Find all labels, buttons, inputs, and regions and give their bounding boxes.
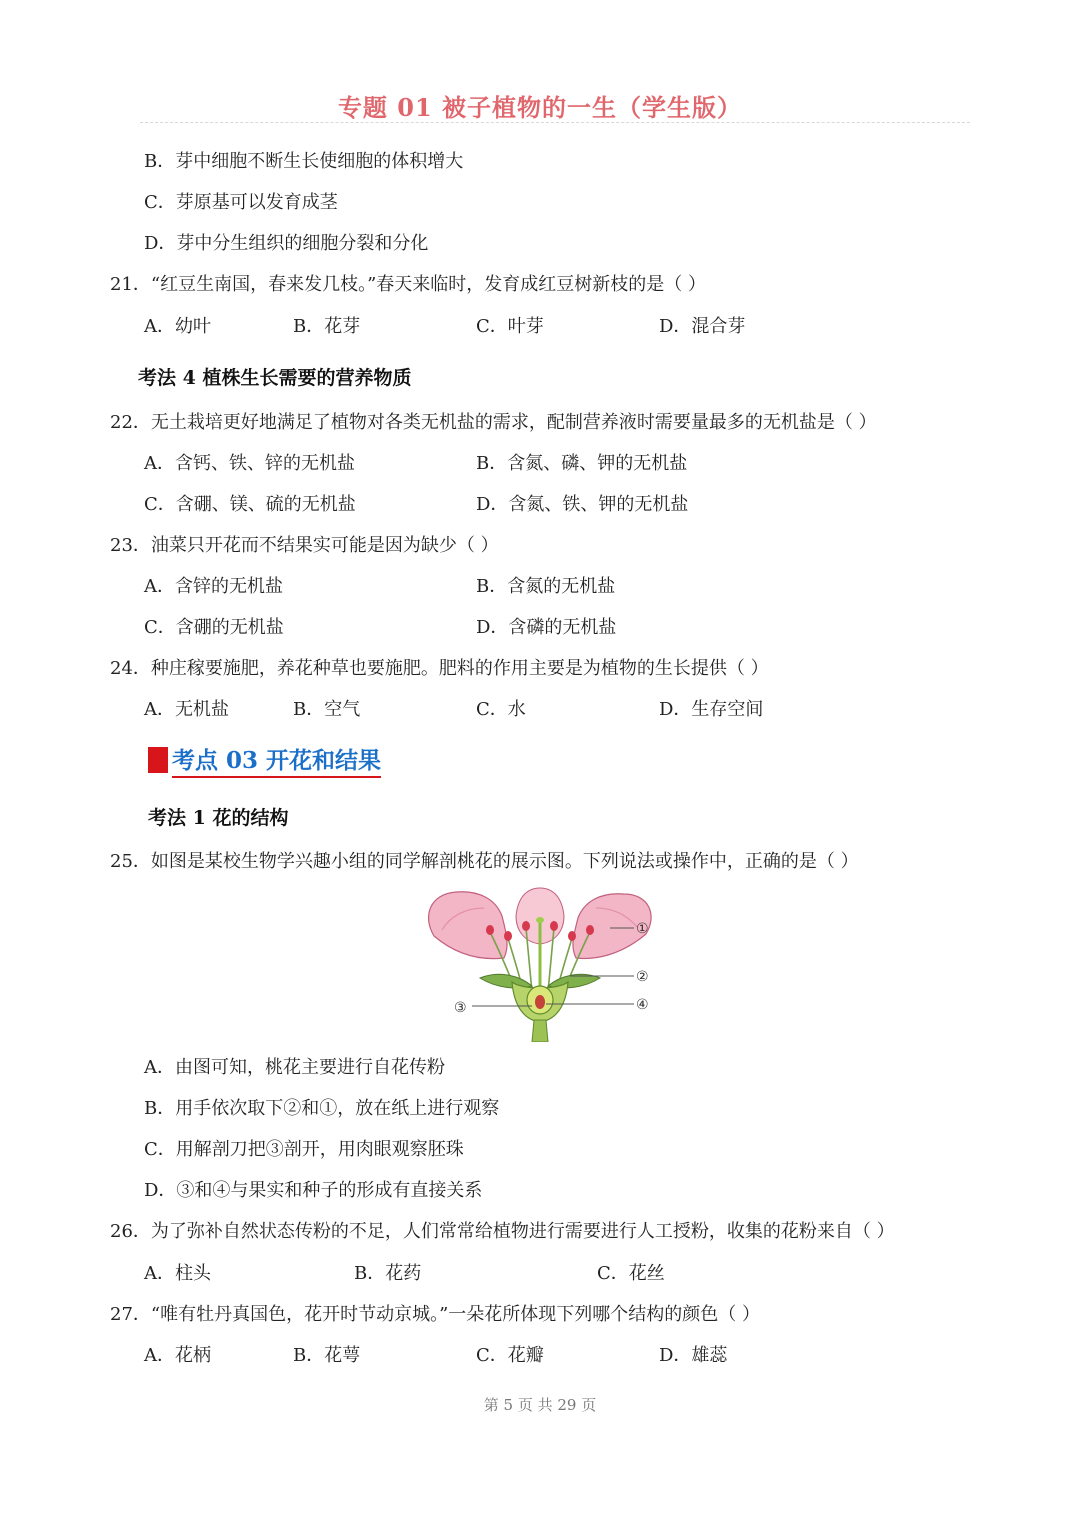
question-23-option-b: B．含氮的无机盐 [476,576,616,597]
question-25-option-a: A．由图可知，桃花主要进行自花传粉 [144,1057,445,1078]
figure-label-2: ② [636,969,649,985]
question-23-option-a: A．含锌的无机盐 [144,576,283,597]
question-20-option-d: D．芽中分生组织的细胞分裂和分化 [144,233,429,254]
question-22-option-d: D．含氮、铁、钾的无机盐 [476,494,689,515]
question-25-option-b: B．用手依次取下②和①，放在纸上进行观察 [144,1098,500,1119]
question-21-option-a: A．幼叶 [144,316,211,337]
question-21-option-b: B．花芽 [293,316,361,337]
question-27: 27．“唯有牡丹真国色，花开时节动京城。”一朵花所体现下列哪个结构的颜色（ ） [110,1304,761,1325]
question-22-option-c: C．含硼、镁、硫的无机盐 [144,494,356,515]
header-divider [140,122,970,123]
question-26-option-c: C．花丝 [597,1263,665,1284]
subheading-kaofa-1: 考法 1 花的结构 [148,807,289,829]
question-27-option-d: D．雄蕊 [659,1345,728,1366]
section-title: 考点 03 开花和结果 [172,742,381,778]
question-24-option-a: A．无机盐 [144,699,229,720]
question-27-option-b: B．花萼 [293,1345,361,1366]
question-24-option-d: D．生存空间 [659,699,764,720]
question-24-option-c: C．水 [476,699,526,720]
question-25-option-c: C．用解剖刀把③剖开，用肉眼观察胚珠 [144,1139,464,1160]
question-25-option-d: D．③和④与果实和种子的形成有直接关系 [144,1180,483,1201]
section-heading-kaodian-03 [148,744,381,776]
page-header-title: 专题 01 被子植物的一生（学生版） [337,93,743,122]
question-23-option-c: C．含硼的无机盐 [144,617,284,638]
question-22-option-b: B．含氮、磷、钾的无机盐 [476,453,688,474]
question-24: 24．种庄稼要施肥，养花种草也要施肥。肥料的作用主要是为植物的生长提供（ ） [110,658,769,679]
question-27-option-c: C．花瓣 [476,1345,544,1366]
question-21-option-d: D．混合芽 [659,316,746,337]
question-23-option-d: D．含磷的无机盐 [476,617,617,638]
section-marker [148,747,168,773]
question-26: 26．为了弥补自然状态传粉的不足，人们常常给植物进行需要进行人工授粉，收集的花粉来自（ ） [110,1221,895,1242]
figure-label-3: ③ [454,1000,467,1016]
peach-flower-diagram [420,886,660,1042]
question-26-option-b: B．花药 [354,1263,422,1284]
question-20-option-b: B．芽中细胞不断生长使细胞的体积增大 [144,151,464,172]
subheading-kaofa-4: 考法 4 植株生长需要的营养物质 [138,367,412,389]
question-26-option-a: A．柱头 [144,1263,211,1284]
question-23: 23．油菜只开花而不结果实可能是因为缺少（ ） [110,535,499,556]
figure-label-1: ① [636,921,649,937]
question-21: 21．“红豆生南国，春来发几枝。”春天来临时，发育成红豆树新枝的是（ ） [110,274,707,295]
page-footer: 第 5 页 共 29 页 [483,1396,597,1414]
figure-label-4: ④ [636,997,649,1013]
question-20-option-c: C．芽原基可以发育成茎 [144,192,338,213]
question-24-option-b: B．空气 [293,699,361,720]
question-22-option-a: A．含钙、铁、锌的无机盐 [144,453,355,474]
question-27-option-a: A．花柄 [144,1345,211,1366]
question-25: 25．如图是某校生物学兴趣小组的同学解剖桃花的展示图。下列说法或操作中，正确的是（ ） [110,851,859,872]
question-22: 22．无土栽培更好地满足了植物对各类无机盐的需求，配制营养液时需要量最多的无机盐是（ ） [110,412,877,433]
question-21-option-c: C．叶芽 [476,316,544,337]
